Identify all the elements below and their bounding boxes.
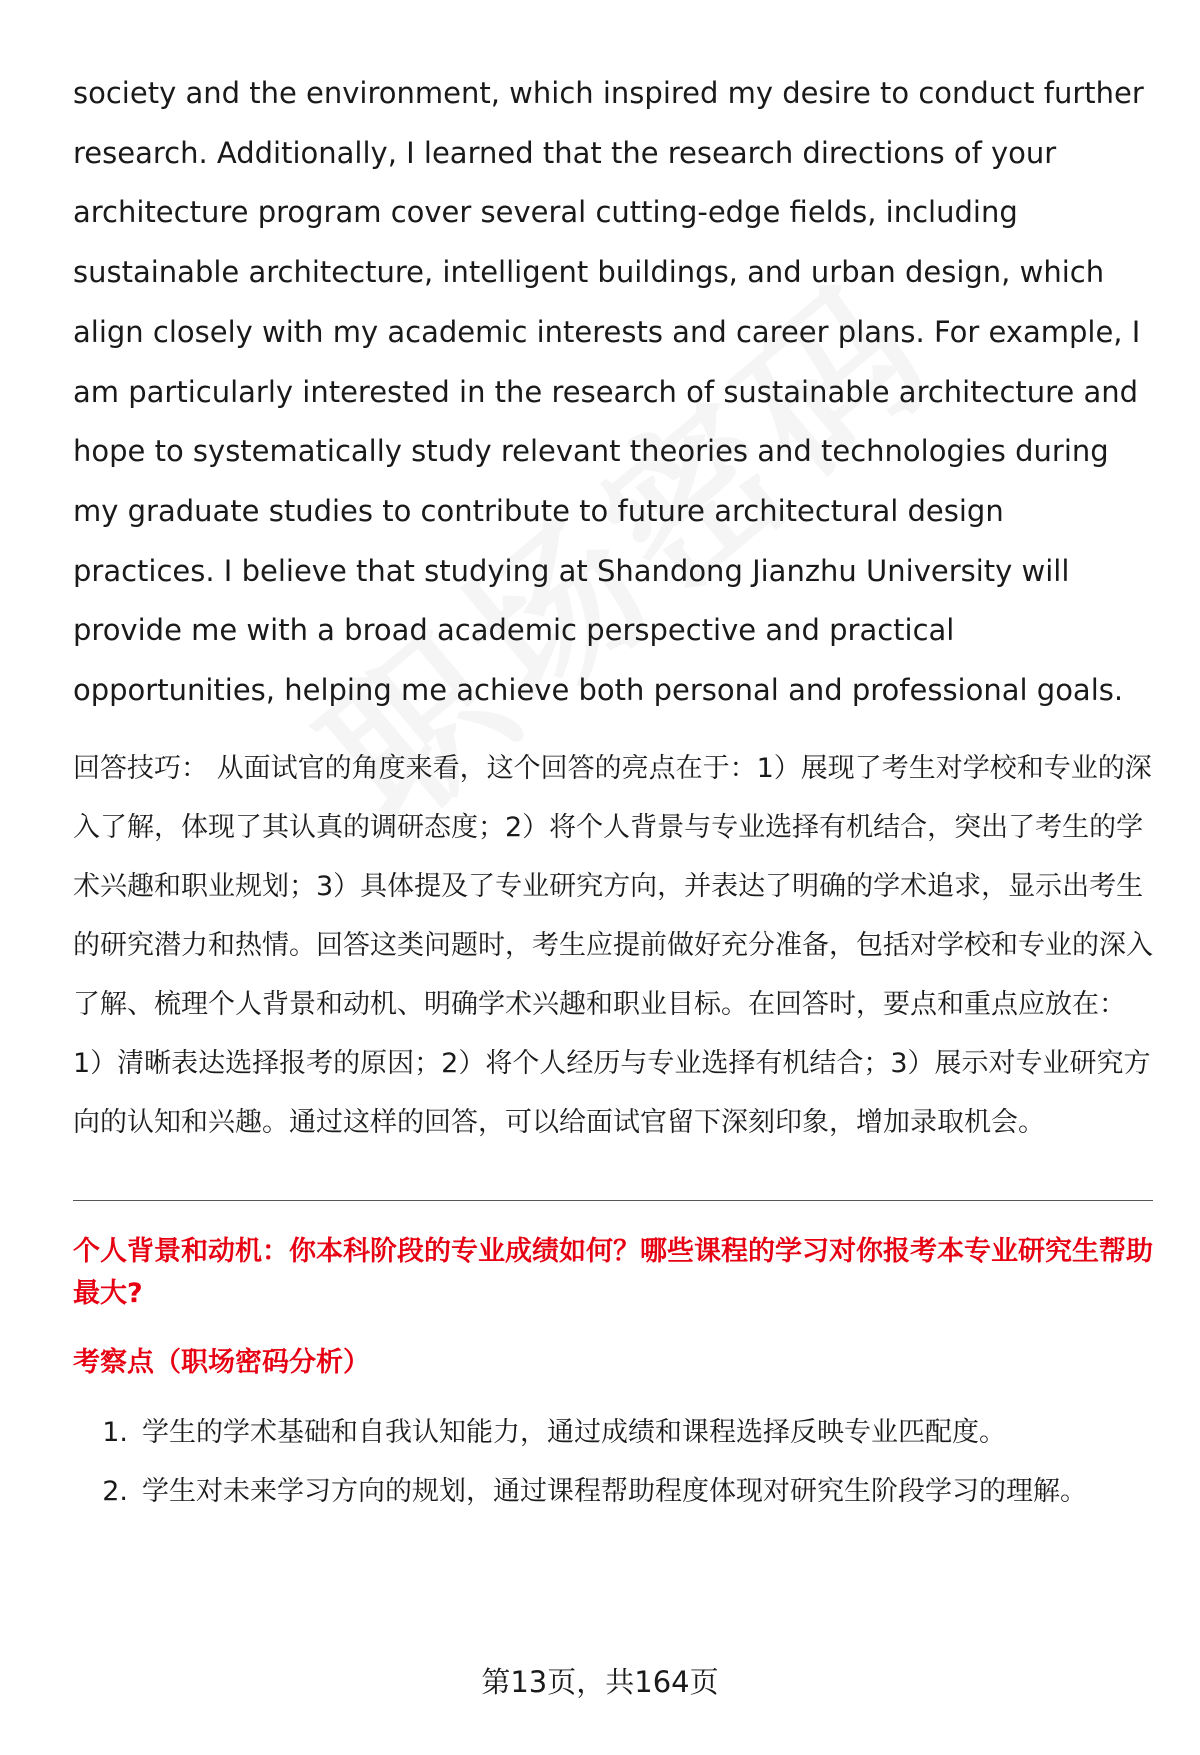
- list-item-number: 2.: [102, 1475, 128, 1507]
- list-item-text: 学生的学术基础和自我认知能力，通过成绩和课程选择反映专业匹配度。: [142, 1416, 1006, 1448]
- assessment-points-list: [73, 1403, 1153, 1521]
- list-item: [73, 1462, 1153, 1521]
- list-item: [73, 1403, 1153, 1462]
- section-title: 考察点（职场密码分析）: [73, 1346, 370, 1378]
- list-item-number: 1.: [102, 1416, 128, 1448]
- answer-tips-paragraph: 回答技巧： 从面试官的角度来看，这个回答的亮点在于：1）展现了考生对学校和专业的深入了解，体现了其认真的调研态度；2）将个人背景与专业选择有机结合，突出了考生的学术兴趣和职业规划；3）具体提及了专业研究方向，并表达了明确的学术追求，显示出考生的研究潜力和热情。回答这类问题时，考生应提前做好充分准备，包括对学校和专业的深入了解、梳理个人背景和动机、明确学术兴趣和职业目标。在回答时，要点和重点应放在：1）清晰表达选择报考的原因；2）将个人经历与专业选择有机结合；3）展示对专业研究方向的认知和兴趣。通过这样的回答，可以给面试官留下深刻印象，增加录取机会。: [73, 752, 1153, 1138]
- list-item-text: 学生对未来学习方向的规划，通过课程帮助程度体现对研究生阶段学习的理解。: [142, 1475, 1087, 1507]
- page-content: [73, 64, 1153, 1521]
- interview-question: 个人背景和动机：你本科阶段的专业成绩如何？哪些课程的学习对你报考本专业研究生帮助最大?: [73, 1235, 1153, 1309]
- page-number-footer: 第13页，共164页: [481, 1665, 719, 1699]
- section-divider: [73, 1200, 1153, 1201]
- english-answer-paragraph: society and the environment, which inspired my desire to conduct further research. Additionally, I learned that the research directions of your architecture program cover several cutting-edge fields, including sustainable architecture, intelligent buildings, and urban design, which align closely with my academic interests and career plans. For example, I am particularly interested in the research of sustainable architecture and hope to systematically study relevant theories and technologies during my graduate studies to contribute to future architectural design practices. I believe that studying at Shandong Jianzhu University will provide me with a broad academic perspective and practical opportunities, helping me achieve both personal and professional goals.: [73, 76, 1144, 708]
